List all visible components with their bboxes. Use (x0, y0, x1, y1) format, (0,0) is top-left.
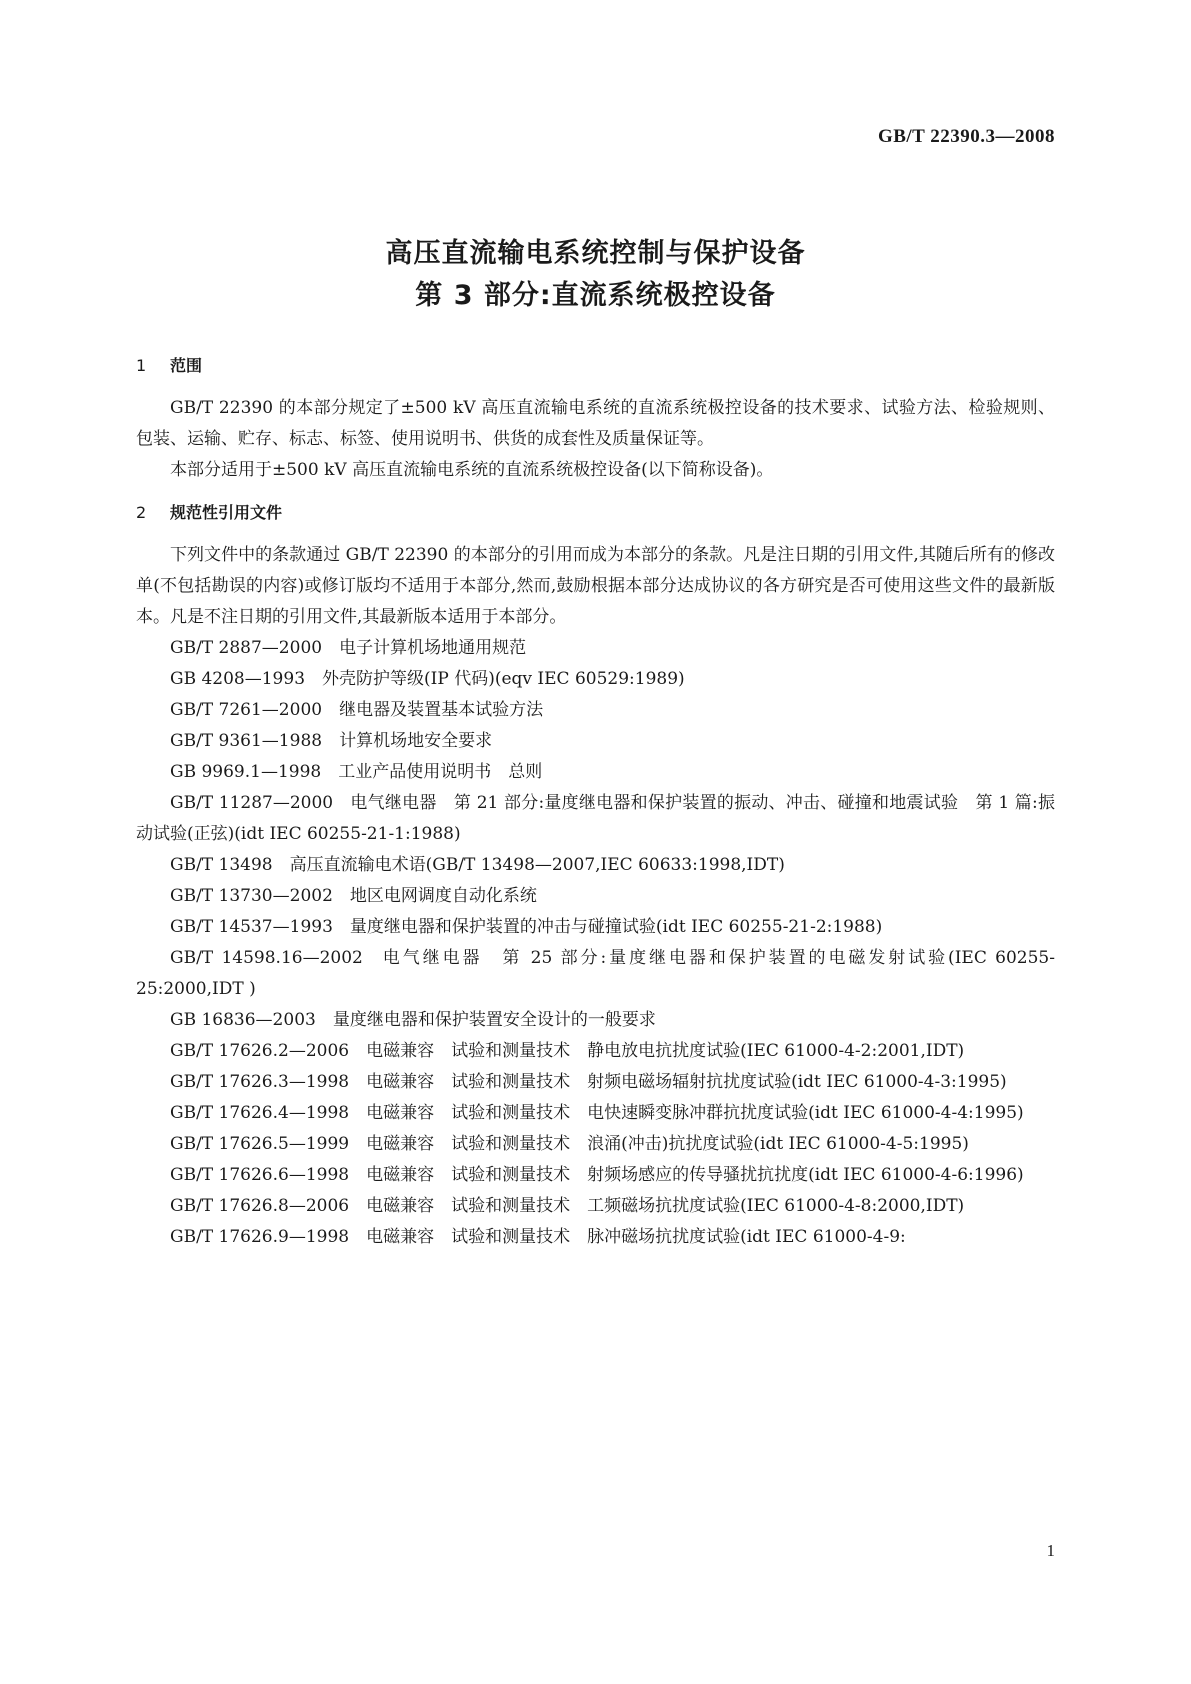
paragraph: GB/T 22390 的本部分规定了±500 kV 高压直流输电系统的直流系统极控设备的技术要求、试验方法、检验规则、包装、运输、贮存、标志、标签、使用说明书、供货的成套性及质量保证等。 (136, 398, 1055, 449)
reference-list (136, 633, 1055, 1253)
reference-code: GB 9969.1—1998 (170, 762, 322, 782)
reference-title: 高压直流输电术语(GB/T 13498—2007,IEC 60633:1998,IDT) (289, 855, 785, 875)
reference-code: GB 16836—2003 (170, 1010, 316, 1030)
reference-item (136, 943, 1055, 1005)
reference-item (136, 850, 1055, 881)
section-number: 1 (136, 356, 147, 375)
paragraph: 本部分适用于±500 kV 高压直流输电系统的直流系统极控设备(以下简称设备)。 (170, 460, 774, 480)
reference-item (136, 1067, 1055, 1098)
reference-item (136, 1191, 1055, 1222)
reference-code: GB/T 2887—2000 (170, 638, 323, 658)
reference-code: GB 4208—1993 (170, 669, 306, 689)
reference-item (136, 788, 1055, 850)
reference-item (136, 1222, 1055, 1253)
document-title-line-1: 高压直流输电系统控制与保护设备 (385, 238, 806, 269)
reference-item (136, 1005, 1055, 1036)
section-number: 2 (136, 503, 147, 522)
page-number: 1 (1046, 1541, 1055, 1560)
reference-title: 量度继电器和保护装置安全设计的一般要求 (332, 1010, 656, 1030)
reference-code: GB/T 9361—1988 (170, 731, 323, 751)
reference-code: GB/T 17626.6—1998 (170, 1165, 350, 1185)
reference-code: GB/T 17626.2—2006 (170, 1041, 350, 1061)
reference-item (136, 912, 1055, 943)
reference-title: 计算机场地安全要求 (339, 731, 493, 751)
reference-title: 电磁兼容 试验和测量技术 工频磁场抗扰度试验(IEC 61000-4-8:2000,IDT) (366, 1196, 965, 1216)
reference-code: GB/T 17626.9—1998 (170, 1227, 350, 1247)
reference-title: 电磁兼容 试验和测量技术 静电放电抗扰度试验(IEC 61000-4-2:2001,IDT) (366, 1041, 965, 1061)
reference-code: GB/T 17626.3—1998 (170, 1072, 350, 1092)
reference-code: GB/T 17626.8—2006 (170, 1196, 350, 1216)
reference-item (136, 1098, 1055, 1129)
reference-item (136, 1129, 1055, 1160)
reference-item (136, 757, 1055, 788)
section-2-heading (136, 500, 282, 523)
reference-code: GB/T 14537—1993 (170, 917, 333, 937)
reference-title: 电磁兼容 试验和测量技术 浪涌(冲击)抗扰度试验(idt IEC 61000-4-5:1995) (366, 1134, 969, 1154)
reference-title: 电磁兼容 试验和测量技术 射频场感应的传导骚扰抗扰度(idt IEC 61000-4-6:1996) (366, 1165, 1024, 1185)
reference-title: 电磁兼容 试验和测量技术 脉冲磁场抗扰度试验(idt IEC 61000-4-9: (366, 1227, 906, 1247)
reference-title: 工业产品使用说明书 总则 (338, 762, 543, 782)
reference-title: 外壳防护等级(IP 代码)(eqv IEC 60529:1989) (322, 669, 685, 689)
reference-code: GB/T 11287—2000 (170, 793, 334, 813)
reference-code: GB/T 7261—2000 (170, 700, 323, 720)
reference-code: GB/T 17626.5—1999 (170, 1134, 350, 1154)
reference-title: 电磁兼容 试验和测量技术 电快速瞬变脉冲群抗扰度试验(idt IEC 61000-4-4:1995) (366, 1103, 1024, 1123)
section-title: 范围 (170, 356, 203, 375)
reference-item (136, 881, 1055, 912)
section-1-heading (136, 353, 202, 376)
reference-title: 量度继电器和保护装置的冲击与碰撞试验(idt IEC 60255-21-2:1988) (349, 917, 883, 937)
reference-title: 电子计算机场地通用规范 (339, 638, 527, 658)
reference-item (136, 695, 1055, 726)
reference-title: 地区电网调度自动化系统 (349, 886, 537, 906)
reference-code: GB/T 17626.4—1998 (170, 1103, 350, 1123)
standard-code: GB/T 22390.3—2008 (877, 126, 1055, 147)
reference-title: 电气继电器 第 21 部分:量度继电器和保护装置的振动、冲击、碰撞和地震试验 第 1 篇:振动试验(正弦)(idt IEC 60255-21-1:1988) (136, 793, 1055, 844)
reference-item (136, 633, 1055, 664)
section-title: 规范性引用文件 (170, 503, 283, 522)
section-1-body (136, 393, 1055, 486)
reference-title: 电磁兼容 试验和测量技术 射频电磁场辐射抗扰度试验(idt IEC 61000-4-3:1995) (366, 1072, 1007, 1092)
reference-code: GB/T 14598.16—2002 (170, 948, 363, 968)
reference-code: GB/T 13730—2002 (170, 886, 333, 906)
reference-item (136, 1036, 1055, 1067)
reference-item (136, 664, 1055, 695)
reference-item (136, 1160, 1055, 1191)
section-2-body (136, 540, 1055, 1253)
document-title-line-2: 第 3 部分:直流系统极控设备 (415, 280, 776, 311)
reference-item (136, 726, 1055, 757)
reference-code: GB/T 13498 (170, 855, 273, 875)
paragraph: 下列文件中的条款通过 GB/T 22390 的本部分的引用而成为本部分的条款。凡是注日期的引用文件,其随后所有的修改单(不包括勘误的内容)或修订版均不适用于本部分,然而,鼓励根据本部分达成协议的各方研究是否可使用这些文件的最新版本。凡是不注日期的引用文件,其最新版本适用于本部分。 (136, 545, 1055, 627)
reference-title: 继电器及装置基本试验方法 (339, 700, 544, 720)
reference-title: 电气继电器 第 25 部分:量度继电器和保护装置的电磁发射试验(IEC 60255-25:2000,IDT ) (136, 948, 1055, 999)
